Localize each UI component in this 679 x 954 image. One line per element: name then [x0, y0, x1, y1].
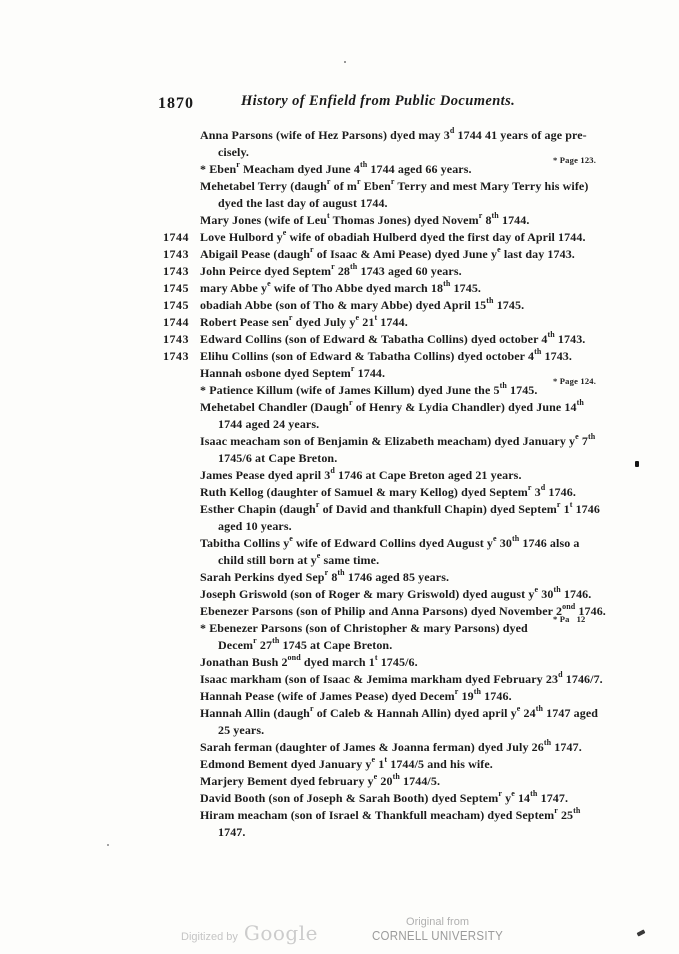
record-line: aged 10 years. — [218, 519, 292, 533]
death-records-list — [163, 127, 643, 841]
record-year — [163, 365, 200, 382]
record-line: Isaac markham (son of Isaac & Jemima markham dyed February 23$^d$ 1746/7. — [200, 670, 603, 686]
record-line: 1747. — [218, 825, 246, 839]
record-entry — [163, 705, 643, 739]
record-year — [163, 467, 200, 484]
record-entry — [163, 569, 643, 586]
record-entry — [163, 654, 643, 671]
record-line: Sarah ferman (daughter of James & Joanna ferman) dyed July 26th 1747. — [200, 738, 582, 754]
record-entry — [163, 297, 643, 314]
digitized-by-label: Digitized by — [181, 931, 238, 943]
record-year: 1743 — [163, 332, 189, 346]
record-line: mary Abbe $y^e$ wife of Tho Abbe dyed march 18th 1745. — [200, 279, 482, 295]
record-year — [163, 739, 200, 756]
record-line: Robert Pease sen$^r$ dyed July $y^e$ 21$^t$ 1744. — [200, 313, 408, 329]
scan-speck — [107, 844, 109, 846]
record-year — [163, 382, 200, 399]
record-line: Isaac meacham son of Benjamin & Elizabeth meacham) dyed January $y^e$ 7th — [200, 432, 596, 448]
record-line: John Peirce dyed Septem$^r$ 28th 1743 aged 60 years. — [200, 262, 462, 278]
google-logo: Google — [243, 921, 318, 945]
record-entry — [163, 433, 643, 467]
digitized-by-credit — [181, 921, 318, 945]
record-year: 1743 — [163, 247, 189, 261]
record-line: dyed the last day of august 1744. — [218, 196, 388, 210]
record-line: Abigail Pease (daugh$^r$ of Isaac & Ami Pease) dyed June $y^e$ last day 1743. — [200, 245, 575, 261]
record-entry — [163, 484, 643, 501]
scan-speck — [635, 461, 639, 467]
record-line: Sarah Perkins dyed Sep$^r$ 8th 1746 aged 85 years. — [200, 568, 450, 584]
cornell-university-label: CORNELL UNIVERSITY — [371, 929, 504, 943]
record-entry — [163, 467, 643, 484]
original-from-label: Original from — [406, 916, 469, 928]
record-entry — [163, 348, 643, 365]
margin-note: * Pa 12 — [553, 614, 586, 624]
record-line: Edmond Bement dyed January $y^e$ 1$^t$ 1744/5 and his wife. — [200, 755, 493, 771]
record-line: Edward Collins (son of Edward & Tabatha Collins) dyed october 4th 1743. — [200, 330, 586, 346]
record-year: 1743 — [163, 264, 189, 278]
record-entry — [163, 756, 643, 773]
record-year: 1744 — [163, 230, 189, 244]
record-line: Elihu Collins (son of Edward & Tabatha Collins) dyed october 4th 1743. — [200, 347, 572, 363]
record-line: Ebenezer Parsons (son of Philip and Anna Parsons) dyed November $2^{ond}$ 1746. — [200, 602, 606, 618]
record-line: child still born at $y^e$ same time. — [218, 551, 380, 567]
record-year — [163, 671, 200, 688]
record-line: Mehetabel Terry (daugh$^r$ of $m^r$ Eben$^r$ Terry and mest Mary Terry his wife) — [200, 177, 589, 193]
record-entry — [163, 773, 643, 790]
record-year — [163, 127, 200, 161]
record-entry — [163, 314, 643, 331]
record-line: cisely. — [218, 145, 250, 159]
record-line: James Pease dyed april 3$^d$ 1746 at Cape Breton aged 21 years. — [200, 466, 522, 482]
margin-note: * Page 123. — [553, 155, 597, 165]
record-line: 1745/6 at Cape Breton. — [218, 451, 338, 465]
record-year: 1745 — [163, 298, 189, 312]
record-line: Hannah Allin (daugh$^r$ of Caleb & Hannah Allin) dyed april $y^e$ 24th 1747 aged — [200, 704, 599, 720]
margin-note: * Page 124. — [553, 376, 597, 386]
record-line: Esther Chapin (daugh$^r$ of David and thankfull Chapin) dyed Septem$^r$ 1$^t$ 1746 — [200, 500, 600, 516]
record-entry — [163, 155, 643, 178]
record-year — [163, 178, 200, 212]
record-line: Decem$^r$ 27th 1745 at Cape Breton. — [218, 636, 393, 652]
record-line: Marjery Bement dyed february $y^e$ 20th 1744/5. — [200, 772, 441, 788]
record-year — [163, 603, 200, 620]
record-line: * Ebenezer Parsons (son of Christopher & mary Parsons) dyed — [200, 621, 528, 635]
record-year — [163, 484, 200, 501]
record-year: 1744 — [163, 315, 189, 329]
record-line: Love Hulbord $y^e$ wife of obadiah Hulberd dyed the first day of April 1744. — [200, 228, 586, 244]
record-entry — [163, 790, 643, 807]
record-line: * Eben$^r$ Meacham dyed June 4th 1744 aged 66 years. — [200, 160, 472, 176]
scan-mark — [637, 929, 646, 936]
record-line: Mehetabel Chandler (Daugh$^r$ of Henry & Lydia Chandler) dyed June 14th — [200, 398, 584, 414]
record-year — [163, 705, 200, 739]
record-year — [163, 569, 200, 586]
record-line: 25 years. — [218, 723, 265, 737]
record-entry — [163, 807, 643, 841]
record-entry — [163, 535, 643, 569]
scan-speck — [344, 61, 346, 63]
record-year — [163, 620, 200, 654]
record-year — [163, 433, 200, 467]
page-title: History of Enfield from Public Documents. — [241, 93, 516, 109]
record-line: Anna Parsons (wife of Hez Parsons) dyed may 3$^d$ 1744 41 years of age pre- — [200, 126, 587, 142]
record-entry — [163, 671, 643, 688]
record-line: Tabitha Collins $y^e$ wife of Edward Collins dyed August $y^e$ 30th 1746 also a — [200, 534, 580, 550]
record-line: Jonathan Bush $2^{ond}$ dyed march 1$^t$ 1745/6. — [200, 653, 418, 669]
page-header — [0, 93, 679, 115]
record-entry — [163, 246, 643, 263]
record-line: * Patience Killum (wife of James Killum) dyed June the 5th 1745. — [200, 381, 538, 397]
original-from-credit — [355, 916, 520, 943]
record-entry — [163, 229, 643, 246]
record-line: Hannah Pease (wife of James Pease) dyed Decem$^r$ 19th 1746. — [200, 687, 512, 703]
record-year — [163, 790, 200, 807]
record-entry — [163, 178, 643, 212]
record-entry — [163, 280, 643, 297]
record-entry — [163, 399, 643, 433]
record-entry — [163, 614, 643, 654]
record-year — [163, 586, 200, 603]
record-line: Joseph Griswold (son of Roger & mary Griswold) dyed august $y^e$ 30th 1746. — [200, 585, 592, 601]
record-line: 1744 aged 24 years. — [218, 417, 320, 431]
record-entry — [163, 376, 643, 399]
record-entry — [163, 688, 643, 705]
page-number: 1870 — [158, 95, 194, 112]
record-year — [163, 501, 200, 535]
record-year — [163, 399, 200, 433]
record-line: Mary Jones (wife of Leu$^t$ Thomas Jones) dyed Novem$^r$ 8th 1744. — [200, 211, 530, 227]
record-year — [163, 756, 200, 773]
record-year — [163, 654, 200, 671]
record-entry — [163, 212, 643, 229]
record-year — [163, 535, 200, 569]
record-line: Ruth Kellog (daughter of Samuel & mary Kellog) dyed Septem$^r$ 3$^d$ 1746. — [200, 483, 576, 499]
record-entry — [163, 263, 643, 280]
record-line: Hiram meacham (son of Israel & Thankfull meacham) dyed Septem$^r$ 25th — [200, 806, 581, 822]
record-year: 1743 — [163, 349, 189, 363]
record-line: David Booth (son of Joseph & Sarah Booth) dyed Septem$^r$ $y^e$ 14th 1747. — [200, 789, 569, 805]
record-entry — [163, 739, 643, 756]
record-line: obadiah Abbe (son of Tho & mary Abbe) dyed April 15th 1745. — [200, 296, 525, 312]
record-year — [163, 773, 200, 790]
record-year — [163, 688, 200, 705]
record-year: 1745 — [163, 281, 189, 295]
record-entry — [163, 501, 643, 535]
record-year — [163, 807, 200, 841]
record-entry — [163, 586, 643, 603]
record-line: Hannah osbone dyed Septem$^r$ 1744. — [200, 364, 386, 380]
record-entry — [163, 331, 643, 348]
record-year — [163, 161, 200, 178]
record-year — [163, 212, 200, 229]
